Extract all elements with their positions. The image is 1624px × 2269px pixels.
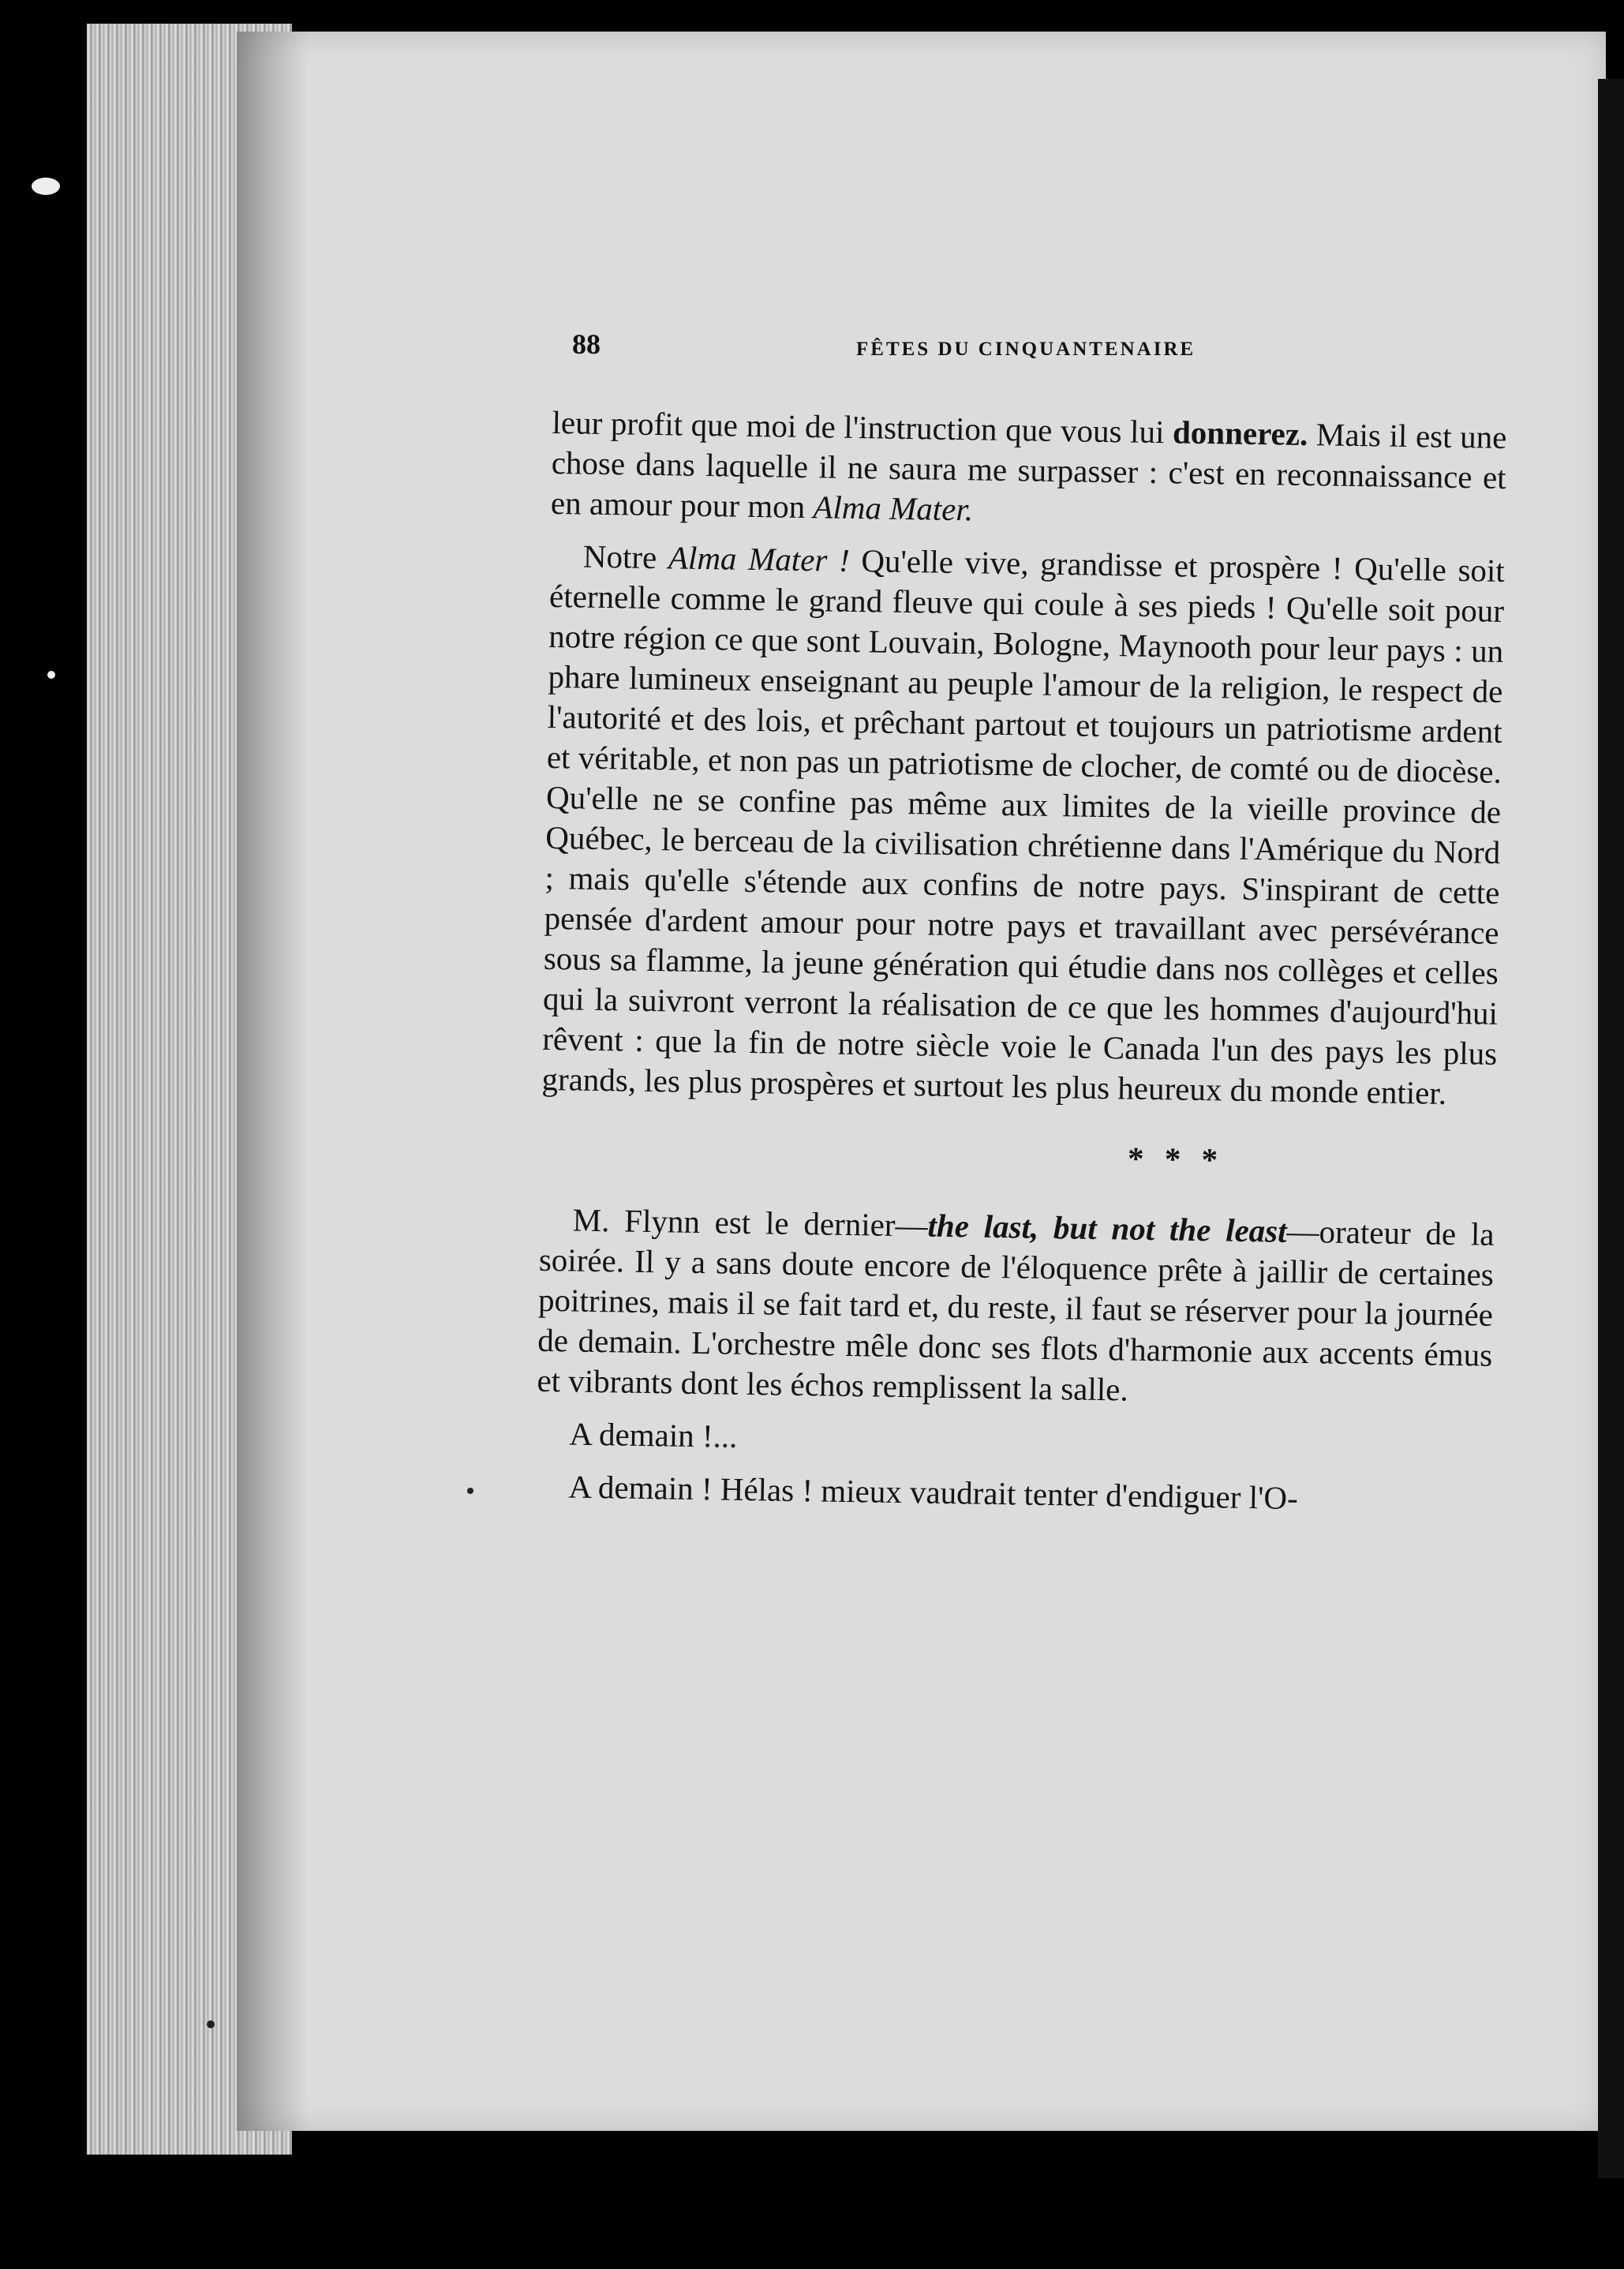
italic-phrase: Alma Mater ! — [668, 539, 851, 578]
scan-speck — [207, 2020, 215, 2028]
text-run: Notre — [582, 537, 669, 576]
paragraph-4: A demain !... — [569, 1415, 738, 1455]
scan-speck — [467, 1488, 473, 1494]
body-text — [535, 403, 1507, 1534]
text-run: —orateur de la soirée. Il y a sans doute encore de l'éloquence prête à jaillir de certaines poitrines, mais il se fait tard et, du reste, il faut se réserver pour la journée de demain. L'orchestre mêle donc ses flots d'harmonie aux accents émus et vibrants dont les échos remplissent la salle. — [537, 1212, 1495, 1408]
italic-phrase: Alma Mater. — [813, 489, 974, 528]
paragraph-1 — [551, 403, 1507, 538]
italic-phrase: the last, but not the least — [927, 1207, 1287, 1249]
section-divider: * * * — [1127, 1140, 1225, 1178]
text-run: leur profit que moi de l'instruction que vous lui — [552, 403, 1173, 451]
text-run: M. Flynn est le dernier— — [572, 1201, 928, 1244]
page-number: 88 — [572, 328, 601, 360]
paragraph-3 — [537, 1200, 1495, 1416]
spine-shadow — [237, 32, 308, 2131]
scan-speck — [32, 178, 60, 195]
running-title: FÊTES DU CINQUANTENAIRE — [856, 339, 1196, 360]
paragraph-2 — [541, 536, 1505, 1114]
right-dark-edge — [1598, 79, 1624, 2178]
bold-word: donnerez. — [1172, 414, 1308, 453]
page-header — [572, 328, 1503, 375]
text-run: Mais il est une chose dans laquelle il ne saura me surpasser : c'est en reconnaissance et en amour pour mon — [550, 416, 1507, 526]
paragraph-5: A demain ! Hélas ! mieux vaudrait tenter d'endiguer l'O- — [568, 1468, 1299, 1517]
scan-speck — [47, 671, 55, 679]
text-run: Qu'elle vive, grandisse et prospère ! Qu'elle soit éternelle comme le grand fleuve qui coule à ses pieds ! Qu'elle soit pour notre région ce que sont Louvain, Bologne, Maynooth pour leur pays : un phare lumineux enseignant au peuple l'amour de la religion, le respect de l'autorité et des lois, et prêchant partout et toujours un patriotisme ardent et véritable, et non pas un patriotisme de clocher, de comté ou de diocèse. Qu'elle ne se confine pas même aux limites de la vieille province de Québec, le berceau de la civilisation chrétienne dans l'Amérique du Nord ; mais qu'elle s'étende aux confins de notre pays. S'inspirant de cette pensée d'ardent amour pour notre pays et travaillant avec persévérance sous sa flamme, la jeune génération qui étudie dans nos collèges et celles qui la suivront verront la réalisation de ce que les hommes d'aujourd'hui rêvent : que la fin de notre siècle voie le Canada l'un des pays les plus grands, les plus prospères et surtout les plus heureux du monde entier. — [541, 541, 1506, 1111]
